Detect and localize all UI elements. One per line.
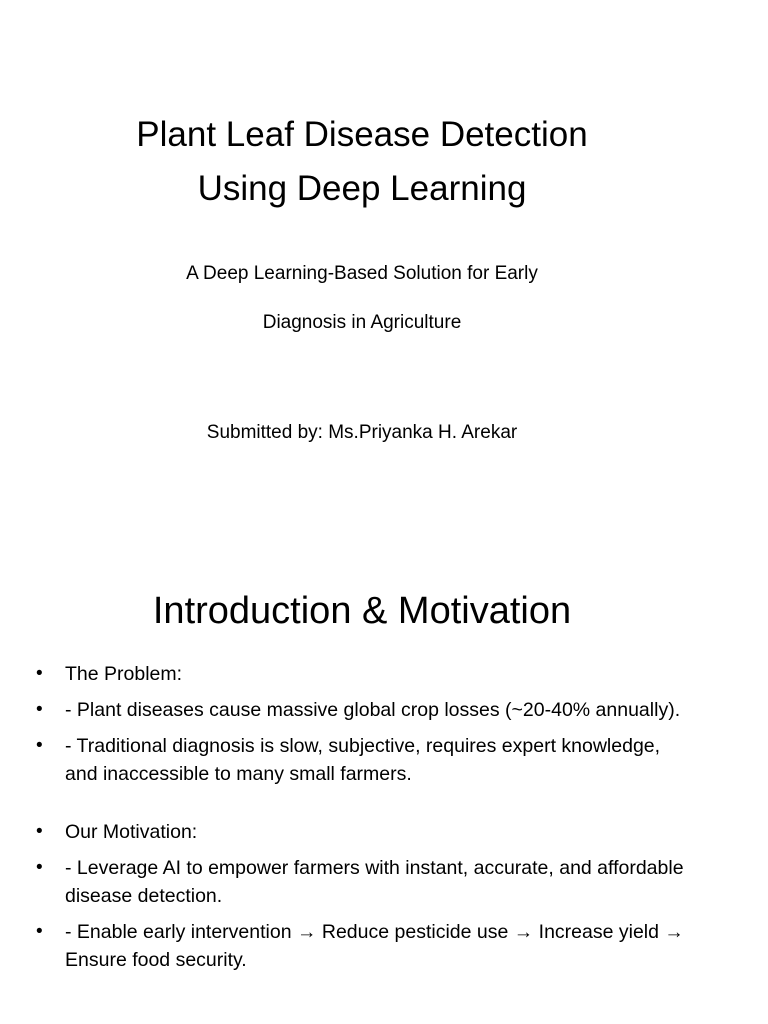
subtitle-line-1: A Deep Learning-Based Solution for Early bbox=[186, 263, 538, 284]
bullet-dot: • bbox=[36, 735, 43, 756]
bullet-item bbox=[0, 854, 768, 910]
bullet-item bbox=[0, 818, 768, 846]
bullet-item bbox=[0, 696, 768, 724]
bullet-dot: • bbox=[36, 921, 43, 942]
bullet-text: - Traditional diagnosis is slow, subjective, requires expert knowledge, and inaccessible to many small farmers. bbox=[65, 735, 661, 785]
title-line-1: Plant Leaf Disease Detection bbox=[136, 115, 588, 154]
submitted-by: Submitted by: Ms.Priyanka H. Arekar bbox=[206, 422, 518, 443]
bullet-text: Our Motivation: bbox=[65, 821, 198, 843]
bullet-dot: • bbox=[36, 857, 43, 878]
bullet-text: - Leverage AI to empower farmers with instant, accurate, and affordable disease detection. bbox=[65, 857, 684, 907]
bullet-item bbox=[0, 732, 768, 788]
bullet-text: - Enable early intervention → Reduce pesticide use → Increase yield → Ensure food security. bbox=[65, 921, 684, 971]
bullet-dot: • bbox=[36, 821, 43, 842]
bullet-list bbox=[0, 660, 768, 982]
title-line-2: Using Deep Learning bbox=[197, 169, 527, 208]
subtitle-line-2: Diagnosis in Agriculture bbox=[262, 312, 462, 333]
introduction-slide bbox=[0, 560, 768, 1024]
bullet-dot: • bbox=[36, 663, 43, 684]
bullet-text: - Plant diseases cause massive global crop losses (~20-40% annually). bbox=[65, 699, 681, 721]
bullet-text: The Problem: bbox=[65, 663, 183, 685]
slide-title bbox=[0, 108, 724, 216]
slide-heading: Introduction & Motivation bbox=[152, 590, 572, 632]
bullet-item bbox=[0, 660, 768, 688]
bullet-item bbox=[0, 918, 768, 974]
bullet-dot: • bbox=[36, 699, 43, 720]
